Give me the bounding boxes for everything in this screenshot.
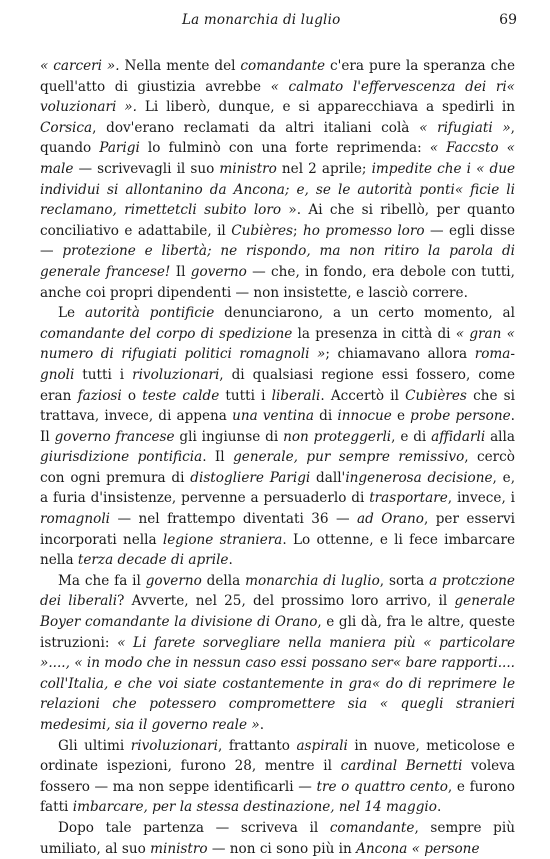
paragraph-4	[40, 736, 515, 818]
text-run: , sorta	[379, 572, 430, 589]
text-run: .	[228, 552, 233, 569]
text-run: . Il	[202, 449, 234, 466]
body-text	[40, 56, 515, 859]
text-run: c'era pure la speranza che quell'atto di giustizia avrebbe	[40, 58, 516, 95]
text-run: Ma che fa il	[58, 572, 146, 589]
italic-text-run: « gran « numero di rifugiati politici romagnoli »	[40, 325, 515, 363]
italic-text-run: faziosi	[77, 387, 122, 404]
italic-text-run: terza decade di aprile	[77, 552, 229, 569]
italic-text-run: protezione e libertà; ne rispondo, ma non ritiro la parola di generale francese!	[40, 243, 516, 280]
italic-text-run: comandante del corpo di spedizione	[40, 325, 293, 342]
text-run: , e gli dà, fra le altre, queste istruzioni:	[40, 614, 515, 651]
italic-text-run: governo	[190, 263, 247, 280]
text-run: — scrivevagli il suo	[73, 160, 220, 177]
text-run: — non ci sono più in	[207, 840, 357, 857]
italic-text-run: innocue	[337, 408, 392, 425]
text-run: , per esservi incorporati nella	[40, 511, 515, 548]
italic-text-run: probe persone	[410, 408, 511, 425]
text-run: gli ingiunse di	[174, 428, 284, 445]
italic-text-run: ministro	[219, 160, 277, 177]
italic-text-run: ministro	[150, 840, 208, 857]
text-run: , invece, i	[447, 490, 515, 507]
text-run: la presenza in città di	[292, 325, 456, 342]
text-run: alla	[485, 428, 515, 445]
text-run: della	[201, 572, 246, 589]
italic-text-run: trasportare	[369, 490, 448, 507]
text-run: Le	[58, 305, 85, 322]
text-run: o	[121, 387, 143, 404]
italic-text-run: Ancona	[356, 840, 408, 857]
italic-text-run: governo	[145, 572, 202, 589]
text-run: — nel frattempo diventati 36 —	[110, 511, 358, 528]
text-run: .	[436, 799, 442, 816]
italic-text-run: affidarli	[431, 428, 486, 445]
paragraph-1	[40, 56, 515, 303]
text-run: tutti i	[74, 366, 133, 383]
text-run: ? Avverte, nel 25, del prossimo loro arrivo, il	[117, 593, 455, 610]
text-run: Nella mente del	[124, 58, 241, 74]
italic-text-run: « persone	[411, 840, 480, 857]
text-run: , cercò con ogni premura di	[40, 449, 515, 486]
text-run: tutti i	[219, 387, 272, 404]
text-run: , sempre più umiliato, al suo	[40, 819, 515, 857]
text-run: . Accertò il	[320, 387, 406, 404]
italic-text-run: Parigi	[99, 140, 140, 157]
text-run: ;	[293, 222, 304, 239]
text-run: , frattanto	[217, 737, 297, 754]
text-run: ». Ai che si ribellò, per quanto conciliativo e adattabile, il	[40, 202, 515, 239]
italic-text-run: imbarcare, per la stessa destinazione, nel 14 maggio	[72, 799, 437, 816]
italic-text-run: « Li farete sorvegliare nella maniera più « particolare »...., « in modo che in nessun caso essi possano ser« bare rapporti.... coll'Italia, e che voi siate costantemente in gra« do di reprimere le relazioni che potessero compromettere sia « quegli stranieri medesimi, sia il governo reale »	[40, 634, 516, 733]
running-title: La monarchia di luglio	[182, 12, 341, 28]
italic-text-run: a protczione dei liberali	[40, 572, 515, 610]
page-header	[40, 10, 517, 32]
text-run: — egli disse —	[40, 222, 515, 260]
paragraph-2	[40, 303, 515, 571]
italic-text-run: una ventina	[232, 408, 314, 425]
text-run: , e, a furia d'insistenze, pervenne a persuaderlo di	[40, 469, 516, 507]
italic-text-run: Corsica	[40, 119, 93, 136]
text-run: Dopo tale partenza — scriveva il	[58, 819, 330, 836]
italic-text-run: comandante	[240, 58, 326, 74]
italic-text-run: non proteggerli	[283, 428, 392, 445]
text-run: ; chiamavano allora	[325, 346, 475, 363]
italic-text-run: romagnoli	[40, 511, 111, 528]
text-run: in nuove, meticolose e ordinate ispezioni, furono 28, mentre il	[40, 737, 515, 775]
text-run: che si trattava, invece, di appena	[40, 387, 515, 425]
italic-text-run: legione straniera	[162, 531, 283, 548]
text-run: . Lo ottenne, e li fece imbarcare nella	[40, 531, 515, 569]
text-run: — che, in fondo, era debole con tutti, anche coi propri dipendenti — non insistette, e lasciò correre.	[40, 263, 515, 301]
text-run: , e furono fatti	[40, 778, 515, 816]
italic-text-run: rivoluzionari	[130, 737, 218, 754]
italic-text-run: giurisdizione pontificia	[40, 449, 203, 466]
italic-text-run: governo francese	[54, 428, 175, 445]
italic-text-run: Cubières	[405, 387, 467, 404]
text-run: lo fulminò con una forte reprimenda:	[139, 140, 430, 157]
italic-text-run: romagnoli	[40, 346, 516, 383]
italic-text-run: « rifugiati »	[419, 119, 511, 136]
text-run: , di qualsiasi regione essi fossero, come eran	[40, 366, 515, 404]
text-run: voleva fossero — ma non seppe identificarli —	[40, 758, 515, 795]
italic-text-run: teste calde	[142, 387, 220, 404]
text-run: nel 2 aprile;	[276, 160, 372, 177]
text-run: Li liberò, dunque, e si apparecchiava a spedirli in	[136, 99, 515, 116]
italic-text-run: ad Orano	[357, 511, 424, 528]
italic-text-run: generale, pur sempre remissivo	[233, 449, 465, 466]
italic-text-run: generale Boyer comandante la divisione di Orano	[40, 593, 516, 631]
text-run: e	[391, 408, 411, 425]
italic-text-run: comandante	[329, 819, 415, 836]
italic-text-run: « calmato l'effervescenza dei ri« voluzionari ».	[40, 78, 515, 116]
italic-text-run: cardinal Bernetti	[340, 758, 463, 775]
text-run: Il	[170, 263, 191, 280]
page-number: 69	[499, 12, 517, 28]
italic-text-run: rivoluzionari	[132, 366, 220, 383]
italic-text-run: monarchia di luglio	[245, 572, 380, 589]
italic-text-run: liberali	[271, 387, 321, 404]
italic-text-run: aspirali	[296, 737, 348, 754]
text-run: , e di	[391, 428, 432, 445]
italic-text-run: impedite che i « due individui si allontanino da Ancona; e, se le autorità ponti« ficie li reclamano, rimettetcli subito loro	[40, 160, 516, 219]
italic-text-run: ho promesso loro	[303, 222, 425, 239]
italic-text-run: tre o quattro cento	[316, 778, 448, 795]
text-run: Gli ultimi	[58, 737, 131, 754]
text-run: di	[314, 408, 338, 425]
text-run: , quando	[40, 119, 515, 157]
paragraph-3	[40, 571, 515, 736]
italic-text-run: ingenerosa decisione	[345, 469, 493, 486]
italic-text-run: autorità pontificie	[84, 305, 215, 322]
italic-text-run: distogliere Parigi	[190, 469, 311, 486]
paragraph-5	[40, 818, 515, 859]
text-run: . Il	[40, 408, 515, 445]
text-run: denunciarono, a un certo momento, al	[214, 305, 515, 322]
text-run: dall'	[310, 469, 346, 486]
italic-text-run: « Faccsto « male	[40, 140, 515, 177]
text-run: , dov'erano reclamati da altri italiani colà	[92, 119, 420, 136]
text-run: .	[259, 717, 265, 733]
italic-text-run: « carceri ».	[40, 58, 125, 74]
italic-text-run: Cubières	[231, 222, 294, 239]
